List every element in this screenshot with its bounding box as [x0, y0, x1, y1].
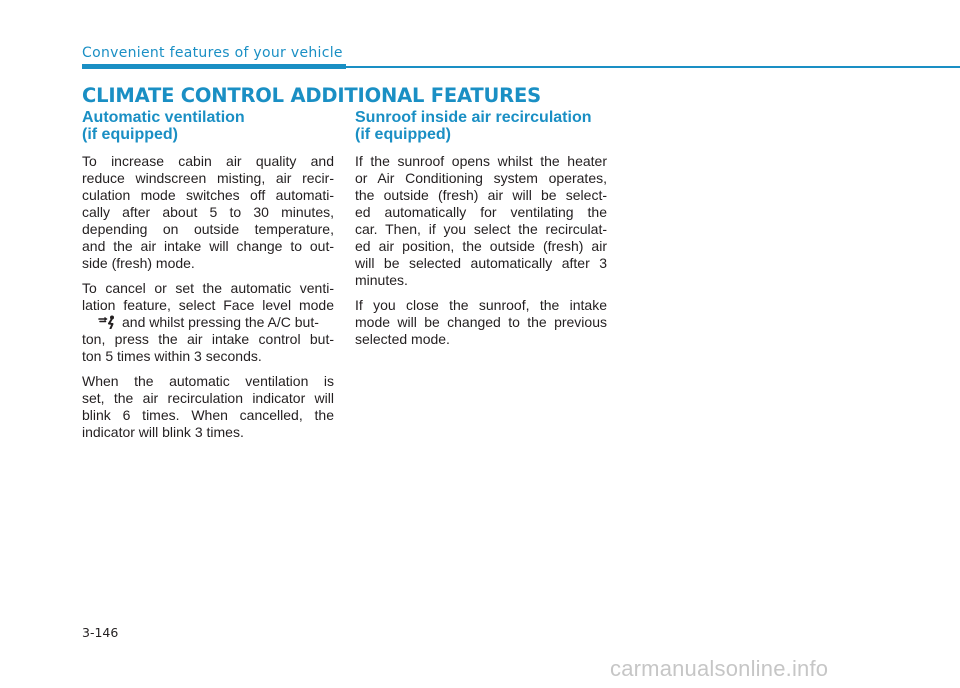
page-number: 3-146	[82, 625, 119, 640]
face-level-vent-icon	[98, 315, 116, 329]
paragraph: If the sunroof opens whilst the heater or Air Conditioning system operates, the outside (fresh) air will be select- ed automatically for ventilating the car. Then, if you select the recirculat- ed air position, the outside (fresh) air will be selected automatically after 3 minutes.	[355, 153, 607, 288]
section-title: CLIMATE CONTROL ADDITIONAL FEATURES	[82, 84, 541, 107]
header-rule	[346, 66, 960, 68]
paragraph: If you close the sunroof, the intake mode will be changed to the previous selected mode.	[355, 297, 607, 347]
paragraph: When the automatic ventilation is set, the air recirculation indicator will blink 6 times. When cancelled, the indicator will blink 3 times.	[82, 373, 334, 440]
watermark: carmanualsonline.info	[610, 656, 829, 681]
right-column	[355, 109, 607, 356]
heading-sunroof-recirculation: Sunroof inside air recirculation (if equipped)	[355, 109, 592, 143]
paragraph: To cancel or set the automatic venti- lation feature, select Face level mode and whilst pressing the A/C but- ton, press the air intake control but- ton 5 times within 3 seconds.	[82, 280, 334, 364]
header-bar	[82, 64, 346, 69]
chapter-header: Convenient features of your vehicle	[82, 45, 343, 61]
paragraph: To increase cabin air quality and reduce windscreen misting, air recir- culation mode switches off automati- cally after about 5 to 30 minutes, depending on outside temperature, and the air intake will change to out- side (fresh) mode.	[82, 153, 334, 271]
left-column	[82, 109, 334, 449]
heading-automatic-ventilation: Automatic ventilation (if equipped)	[82, 109, 245, 143]
